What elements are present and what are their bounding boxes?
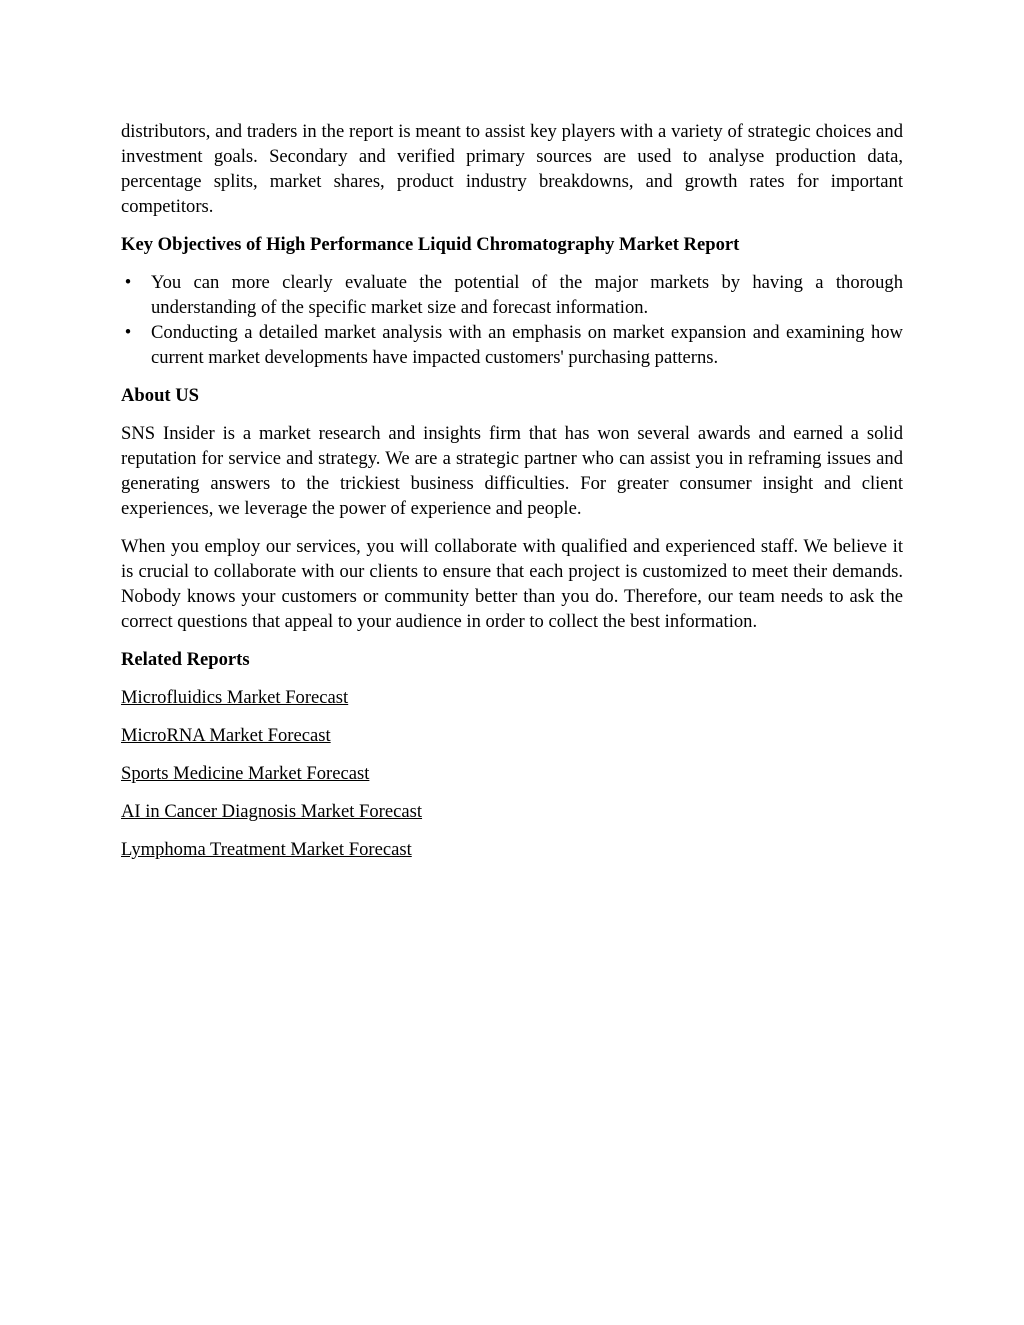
objectives-heading: Key Objectives of High Performance Liquid Chromatography Market Report — [121, 234, 740, 255]
related-report-item — [121, 761, 903, 786]
related-report-item — [121, 799, 903, 824]
related-report-link-ai-cancer-diagnosis[interactable]: AI in Cancer Diagnosis Market Forecast — [121, 801, 423, 822]
intro-paragraph: distributors, and traders in the report is meant to assist key players with a variety of strategic choices and investment goals. Secondary and verified primary sources are used to analyse production data, percentage splits, market shares, product industry breakdowns, and growth rates for important competitors. — [121, 121, 903, 217]
related-reports-heading: Related Reports — [121, 649, 250, 670]
objectives-item-text: You can more clearly evaluate the potential of the major markets by having a thorough understanding of the specific market size and forecast information. — [151, 272, 903, 318]
about-paragraph-1: SNS Insider is a market research and insights firm that has won several awards and earned a solid reputation for service and strategy. We are a strategic partner who can assist you in reframing issues and generating answers to the trickiest business difficulties. For greater consumer insight and client experiences, we leverage the power of experience and people. — [121, 423, 903, 519]
objectives-list-item — [121, 270, 903, 320]
objectives-list — [121, 270, 903, 370]
related-report-link-sports-medicine[interactable]: Sports Medicine Market Forecast — [121, 763, 370, 784]
bullet-icon: • — [124, 272, 132, 293]
about-heading: About US — [121, 385, 200, 406]
objectives-list-item — [121, 320, 903, 370]
related-report-item — [121, 837, 903, 862]
related-report-link-lymphoma-treatment[interactable]: Lymphoma Treatment Market Forecast — [121, 839, 412, 860]
related-report-item — [121, 685, 903, 710]
objectives-item-text: Conducting a detailed market analysis with an emphasis on market expansion and examining how current market developments have impacted customers' purchasing patterns. — [151, 322, 903, 368]
related-report-link-microfluidics[interactable]: Microfluidics Market Forecast — [121, 687, 349, 708]
related-report-link-microrna[interactable]: MicroRNA Market Forecast — [121, 725, 331, 746]
bullet-icon: • — [124, 322, 132, 343]
document-page — [121, 119, 903, 875]
about-paragraph-2: When you employ our services, you will collaborate with qualified and experienced staff. We believe it is crucial to collaborate with our clients to ensure that each project is customized to meet their demands. Nobody knows your customers or community better than you do. Therefore, our team needs to ask the correct questions that appeal to your audience in order to collect the best information. — [121, 536, 903, 632]
related-report-item — [121, 723, 903, 748]
